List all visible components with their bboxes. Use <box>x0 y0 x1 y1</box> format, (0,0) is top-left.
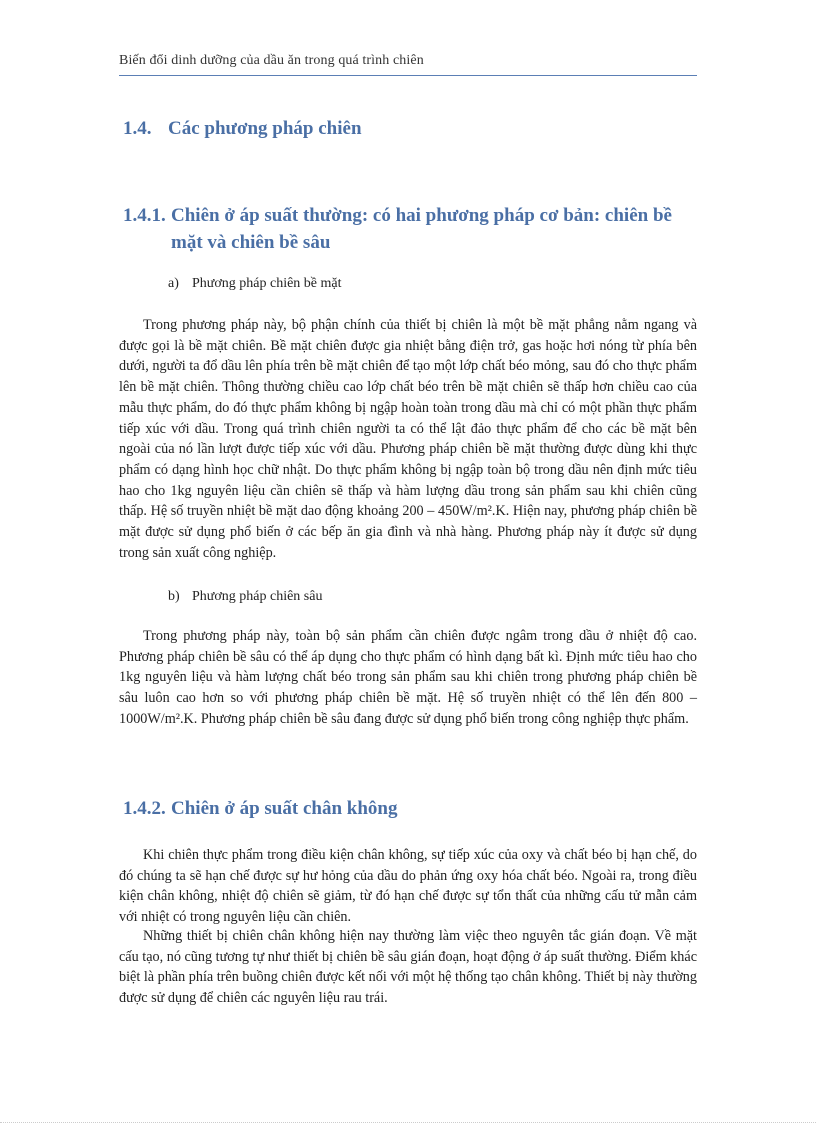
header-title: Biến đổi dinh dưỡng của dầu ăn trong quá trình chiên <box>119 53 424 68</box>
list-marker-b: b) <box>168 589 180 604</box>
subsection-heading-2 <box>123 795 691 822</box>
list-item-a <box>168 276 342 292</box>
subsection-title-2: Chiên ở áp suất chân không <box>171 798 398 819</box>
paragraph-surface-frying: Trong phương pháp này, bộ phận chính của thiết bị chiên là một bề mặt phẳng nằm ngang và được gọi là bề mặt chiên. Bề mặt chiên được gia nhiệt bằng điện trở, gas hoặc hơi nóng từ phía bên dưới, người ta đổ dầu lên phía trên bề mặt chiên để tạo một lớp chất béo mỏng, sau đó cho thực phẩm lên bề mặt chiên. Thông thường chiều cao lớp chất béo trên bề mặt chiên sẽ thấp hơn chiều cao của mẫu thực phẩm, do đó thực phẩm không bị ngập hoàn toàn trong dầu mà chỉ có một phần thực phẩm tiếp xúc với dầu. Trong quá trình chiên người ta có thể lật đảo thực phẩm để cho các bề mặt bên ngoài của nó lần lượt được tiếp xúc với dầu. Phương pháp chiên bề mặt thường được dùng khi thực phẩm có dạng hình học chữ nhật. Do thực phẩm không bị ngập toàn bộ trong dầu nên định mức tiêu hao cho 1kg nguyên liệu cần chiên sẽ thấp và hàm lượng dầu trong sản phẩm sau khi chiên cũng thấp. Hệ số truyền nhiệt bề mặt dao động khoảng 200 – 450W/m².K. Hiện nay, phương pháp chiên bề mặt được sử dụng phổ biến ở các bếp ăn gia đình và nhà hàng. Phương pháp này ít được sử dụng trong sản xuất công nghiệp. <box>119 317 697 561</box>
section-number: 1.4. <box>123 118 152 139</box>
list-item-b <box>168 589 322 605</box>
subsection-number-1: 1.4.1. <box>123 205 166 226</box>
paragraph-vacuum-2: Những thiết bị chiên chân không hiện nay thường làm việc theo nguyên tắc gián đoạn. Về mặt cấu tạo, nó cũng tương tự như thiết bị chiên bề sâu gián đoạn, hoạt động ở áp suất thường. Điểm khác biệt là phần phía trên buồng chiên được kết nối với một hệ thống tạo chân không. Thiết bị này thường được sử dụng để chiên các nguyên liệu rau trái. <box>119 928 697 1007</box>
list-label-a: Phương pháp chiên bề mặt <box>192 276 342 291</box>
paragraph-vacuum-1: Khi chiên thực phẩm trong điều kiện chân không, sự tiếp xúc của oxy và chất béo bị hạn chế, do đó chúng ta sẽ hạn chế được sự hư hỏng của dầu do phản ứng oxy hóa chất béo. Ngoài ra, trong điều kiện chân không, nhiệt độ chiên sẽ giảm, từ đó hạn chế được sự tổn thất của những cấu tử mẫn cảm với nhiệt có trong nguyên liệu cần chiên. <box>119 847 697 926</box>
subsection-title-1: Chiên ở áp suất thường: có hai phương pháp cơ bản: chiên bề mặt và chiên bề sâu <box>171 205 672 253</box>
section-title: Các phương pháp chiên <box>168 118 362 139</box>
subsection-number-2: 1.4.2. <box>123 798 166 819</box>
header-rule <box>119 75 697 76</box>
section-heading <box>123 118 362 140</box>
list-marker-a: a) <box>168 276 179 291</box>
subsection-heading-1 <box>123 202 691 256</box>
paragraph-deep-frying: Trong phương pháp này, toàn bộ sản phẩm cần chiên được ngâm trong dầu ở nhiệt độ cao. Phương pháp chiên bề sâu có thể áp dụng cho thực phẩm có hình dạng bất kì. Định mức tiêu hao cho 1kg nguyên liệu và hàm lượng chất béo trong sản phẩm sau khi chiên trong phương pháp chiên bề sâu luôn cao hơn so với phương pháp chiên bề mặt. Hệ số truyền nhiệt có thể lên đến 800 – 1000W/m².K. Phương pháp chiên bề sâu đang được sử dụng phổ biến trong công nghiệp thực phẩm. <box>119 628 697 727</box>
list-label-b: Phương pháp chiên sâu <box>192 589 323 604</box>
page-header <box>119 53 697 69</box>
